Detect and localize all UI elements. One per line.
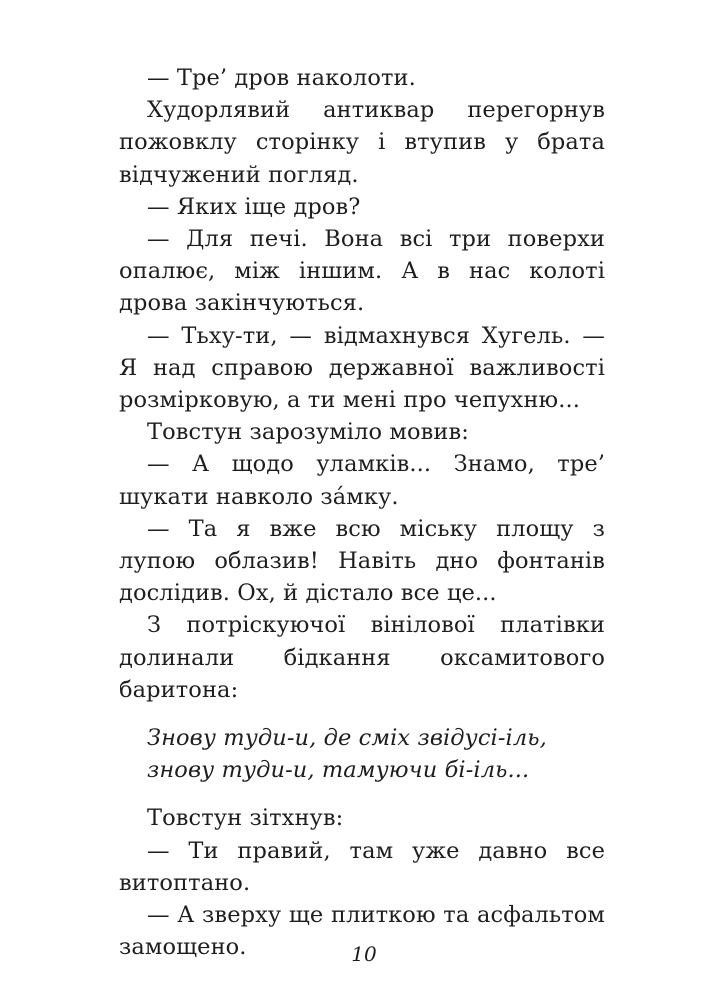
song-verse: [119, 722, 605, 786]
verse-line: Знову туди-и, де сміх звідусі-іль,: [147, 725, 547, 752]
verse-line: знову туди-и, тамуючи бі-іль...: [147, 757, 530, 784]
paragraph: — Тре’ дров наколоти.: [147, 65, 416, 91]
page-text: [119, 62, 605, 963]
paragraph: Товстун зітхнув:: [147, 805, 344, 832]
paragraph: — Для печі. Вона всі три поверхи опалює, між іншим. А в нас колоті дрова закінчуються.: [119, 226, 605, 317]
paragraph: Худорлявий антиквар перегорнув пожовклу сторінку і втупив у брата відчужений погляд.: [119, 97, 605, 188]
paragraph: — Яких іще дров?: [147, 193, 361, 220]
paragraph: — А зверху ще плиткою та асфальтом замощено.: [119, 902, 605, 961]
paragraph: З потріскуючої вінілової платівки долинали бідкання оксамитового баритона:: [119, 612, 605, 703]
page-number: 10: [351, 942, 377, 966]
paragraph: — А щодо уламків... Знамо, тре’ шукати навколо за́мку.: [119, 451, 605, 510]
paragraph: — Ти правий, там уже давно все витоптано.: [119, 837, 605, 896]
paragraph: — Тьху-ти, — відмахнувся Хугель. — Я над справою державної важливості розмірковую, а ти мені про чепухню...: [119, 322, 605, 414]
paragraph: Товстун зарозуміло мовив:: [147, 419, 469, 446]
paragraph: — Та я вже всю міську площу з лупою облазив! Навіть дно фонтанів дослідив. Ох, й дістало все це...: [119, 515, 605, 607]
